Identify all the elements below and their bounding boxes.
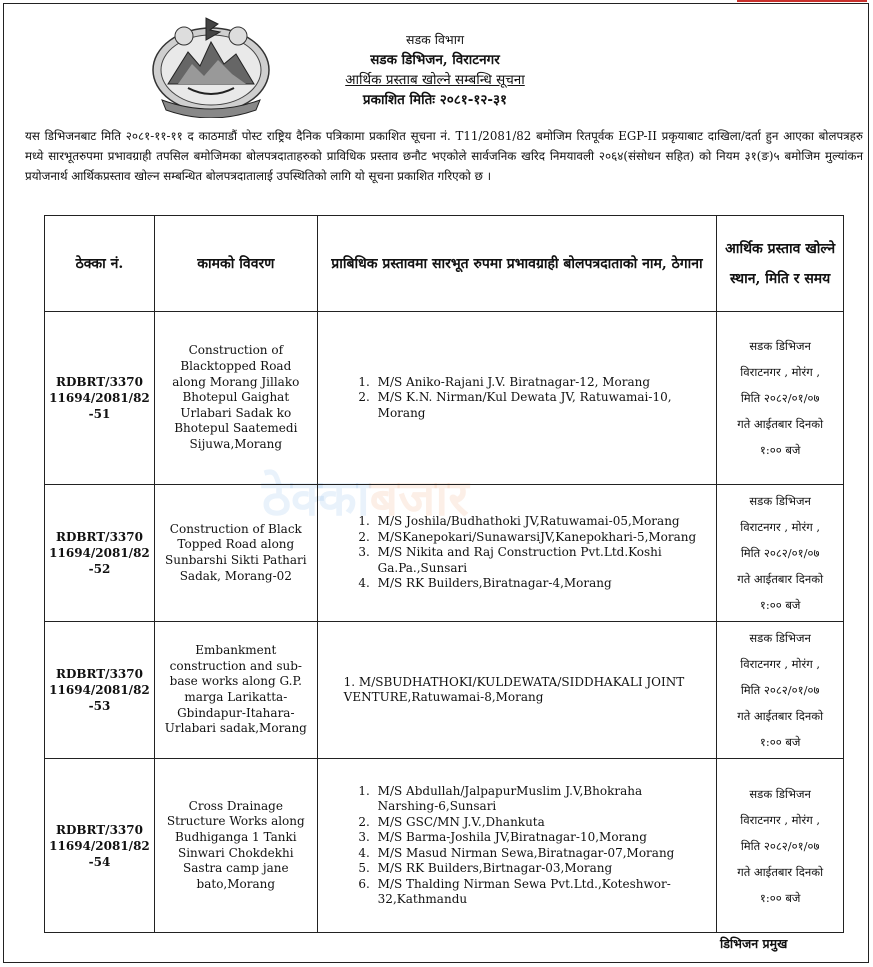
contract-no-line: 11694/2081/82 bbox=[49, 683, 150, 697]
contract-no-line: 11694/2081/82 bbox=[49, 546, 150, 560]
contract-no-line: -51 bbox=[88, 407, 111, 421]
opening-line: सडक डिभिजन bbox=[749, 786, 811, 801]
opening-line: सडक डिभिजन bbox=[749, 494, 811, 508]
opening-line: १:०० बजे bbox=[759, 890, 801, 905]
contract-no-line: RDBRT/3370 bbox=[55, 530, 143, 544]
bidders-cell bbox=[317, 622, 717, 759]
bidder-item: 2. M/S K.N. Nirman/Kul Dewata JV, Ratuwamai-10, Morang bbox=[374, 390, 707, 421]
bidders-table bbox=[44, 215, 844, 933]
bidder-item: 1. M/S Aniko-Rajani J.V. Biratnagar-12, Morang bbox=[374, 375, 707, 391]
bidder-item: 2. M/SKanepokari/SunawarsiJV,Kanepokhari-5,Morang bbox=[374, 530, 707, 546]
contract-no-line: -52 bbox=[88, 562, 111, 576]
opening-cell bbox=[717, 312, 844, 485]
table-row bbox=[45, 622, 844, 759]
opening-line: गते आईतबार दिनको bbox=[737, 864, 824, 879]
bidders-cell bbox=[317, 485, 717, 622]
opening-cell bbox=[717, 622, 844, 759]
opening-cell bbox=[717, 485, 844, 622]
opening-line: विराटनगर , मोरंग , bbox=[740, 520, 821, 534]
watermark-part-2: बजार bbox=[369, 469, 469, 527]
bidder-item: 6. M/S Thalding Nirman Sewa Pvt.Ltd.,Koteshwor-32,Kathmandu bbox=[374, 877, 707, 908]
opening-line: मिति २०८२/०१/०७ bbox=[740, 391, 820, 405]
bidder-item: 1. M/S Joshila/Budhathoki JV,Ratuwamai-05,Morang bbox=[374, 514, 707, 530]
table-row bbox=[45, 759, 844, 933]
bidder-item: 4. M/S RK Builders,Biratnagar-4,Morang bbox=[374, 576, 707, 592]
watermark-part-1: ठेक्का bbox=[262, 469, 370, 527]
bidders-cell bbox=[317, 759, 717, 933]
contract-no-line: 11694/2081/82 bbox=[49, 391, 150, 405]
contract-no-line: RDBRT/3370 bbox=[55, 375, 143, 389]
table-header-row bbox=[45, 216, 844, 312]
nepal-emblem-icon bbox=[148, 14, 274, 118]
bidders-cell bbox=[317, 312, 717, 485]
work-description-cell: Construction of Blacktopped Road along Morang Jillako Bhotepul Gaighat Urlabari Sadak ko Bhotepul Saatemedi Sijuwa,Morang bbox=[154, 312, 317, 485]
table-row bbox=[45, 485, 844, 622]
header-bidders: प्राबिधिक प्रस्तावमा सारभूत रुपमा प्रभावग्राही बोलपत्रदाताको नाम, ठेगाना bbox=[317, 216, 717, 312]
intro-paragraph: यस डिभिजनबाट मिति २०८१-११-११ द काठमाडौं पोस्ट राष्ट्रिय दैनिक पत्रिकामा प्रकाशित सूचना नं. T11/2081/82 बमोजिम रितपूर्वक EGP-II प्रकृयाबाट दाखिला/दर्ता हुन आएका बोलपत्रहरु मध्ये सारभूतरुपमा प्रभावग्राही तपसिल बमोजिमका बोलपत्रदाताहरुको प्राविधिक प्रस्ताव छनौट भएकोले सार्वजनिक खरिद निमयावली २०६४(संसोधन सहित) को नियम ३१(ङ)५ बमोजिम मुल्यांकन प्रयोजनार्थ आर्थिकप्रस्ताव खोल्न सम्बन्धित बोलपत्रदातालाई उपस्थितिको लागि यो सूचना प्रकाशित गरिएको छ । bbox=[25, 129, 863, 183]
bidder-item: 4. M/S Masud Nirman Sewa,Biratnagar-07,Morang bbox=[374, 846, 707, 862]
opening-line: गते आईतबार दिनको bbox=[737, 572, 824, 586]
contract-no-cell bbox=[45, 312, 155, 485]
opening-line: मिति २०८२/०१/०७ bbox=[740, 546, 820, 560]
bidder-item: 1. M/S Abdullah/JalpapurMuslim J.V,Bhokraha Narshing-6,Sunsari bbox=[374, 784, 707, 815]
opening-cell bbox=[717, 759, 844, 933]
header-contract-no: ठेक्का नं. bbox=[45, 216, 155, 312]
opening-line: १:०० बजे bbox=[759, 735, 801, 749]
header-work-description: कामको विवरण bbox=[154, 216, 317, 312]
published-date: प्रकाशित मितिः २०८१-१२-३१ bbox=[362, 92, 508, 108]
opening-line: विराटनगर , मोरंग , bbox=[740, 657, 821, 671]
header-opening: आर्थिक प्रस्ताव खोल्ने स्थान, मिति र समय bbox=[717, 216, 844, 312]
contract-no-line: -53 bbox=[88, 699, 111, 713]
opening-line: मिति २०८२/०१/०७ bbox=[740, 683, 820, 697]
contract-no-cell bbox=[45, 622, 155, 759]
notice-subject: आर्थिक प्रस्ताब खोल्ने सम्बन्धि सूचना bbox=[345, 72, 525, 88]
contract-no-line: -54 bbox=[88, 854, 111, 869]
department-name: सडक विभाग bbox=[406, 32, 464, 47]
opening-line: विराटनगर , मोरंग , bbox=[740, 365, 821, 379]
bidder-item: 5. M/S RK Builders,Birtnagar-03,Morang bbox=[374, 861, 707, 877]
opening-line: मिति २०८२/०१/०७ bbox=[740, 838, 820, 853]
signatory-title: डिभिजन प्रमुख bbox=[720, 936, 788, 951]
opening-line: सडक डिभिजन bbox=[749, 631, 811, 645]
division-name: सडक डिभिजन, विराटनगर bbox=[370, 52, 500, 68]
work-description-cell: Construction of Black Topped Road along Sunbarshi Sikti Pathari Sadak, Morang-02 bbox=[154, 485, 317, 622]
notice-header bbox=[280, 30, 590, 110]
opening-line: विराटनगर , मोरंग , bbox=[740, 812, 821, 827]
bidder-item: 2. M/S GSC/MN J.V.,Dhankuta bbox=[374, 815, 707, 831]
top-accent-line bbox=[737, 0, 867, 2]
bidder-item: 3. M/S Barma-Joshila JV,Biratnagar-10,Morang bbox=[374, 830, 707, 846]
contract-no-cell bbox=[45, 485, 155, 622]
opening-line: गते आईतबार दिनको bbox=[737, 709, 824, 723]
work-description-cell: Cross Drainage Structure Works along Budhiganga 1 Tanki Sinwari Chokdekhi Sastra camp jane bato,Morang bbox=[154, 759, 317, 933]
work-description-cell: Embankment construction and sub-base works along G.P. marga Larikatta-Gbindapur-Itahara-Urlabari sadak,Morang bbox=[154, 622, 317, 759]
table-row bbox=[45, 312, 844, 485]
contract-no-line: RDBRT/3370 bbox=[55, 822, 143, 837]
opening-line: गते आईतबार दिनको bbox=[737, 417, 824, 431]
contract-no-cell bbox=[45, 759, 155, 933]
opening-line: १:०० बजे bbox=[759, 443, 801, 457]
contract-no-line: RDBRT/3370 bbox=[55, 667, 143, 681]
bidder-item: 3. M/S Nikita and Raj Construction Pvt.Ltd.Koshi Ga.Pa.,Sunsari bbox=[374, 545, 707, 576]
bidder-item: 1. M/SBUDHATHOKI/KULDEWATA/SIDDHAKALI JOINT VENTURE,Ratuwamai-8,Morang bbox=[343, 674, 685, 704]
opening-line: १:०० बजे bbox=[759, 598, 801, 612]
opening-line: सडक डिभिजन bbox=[749, 339, 811, 353]
contract-no-line: 11694/2081/82 bbox=[49, 838, 150, 853]
